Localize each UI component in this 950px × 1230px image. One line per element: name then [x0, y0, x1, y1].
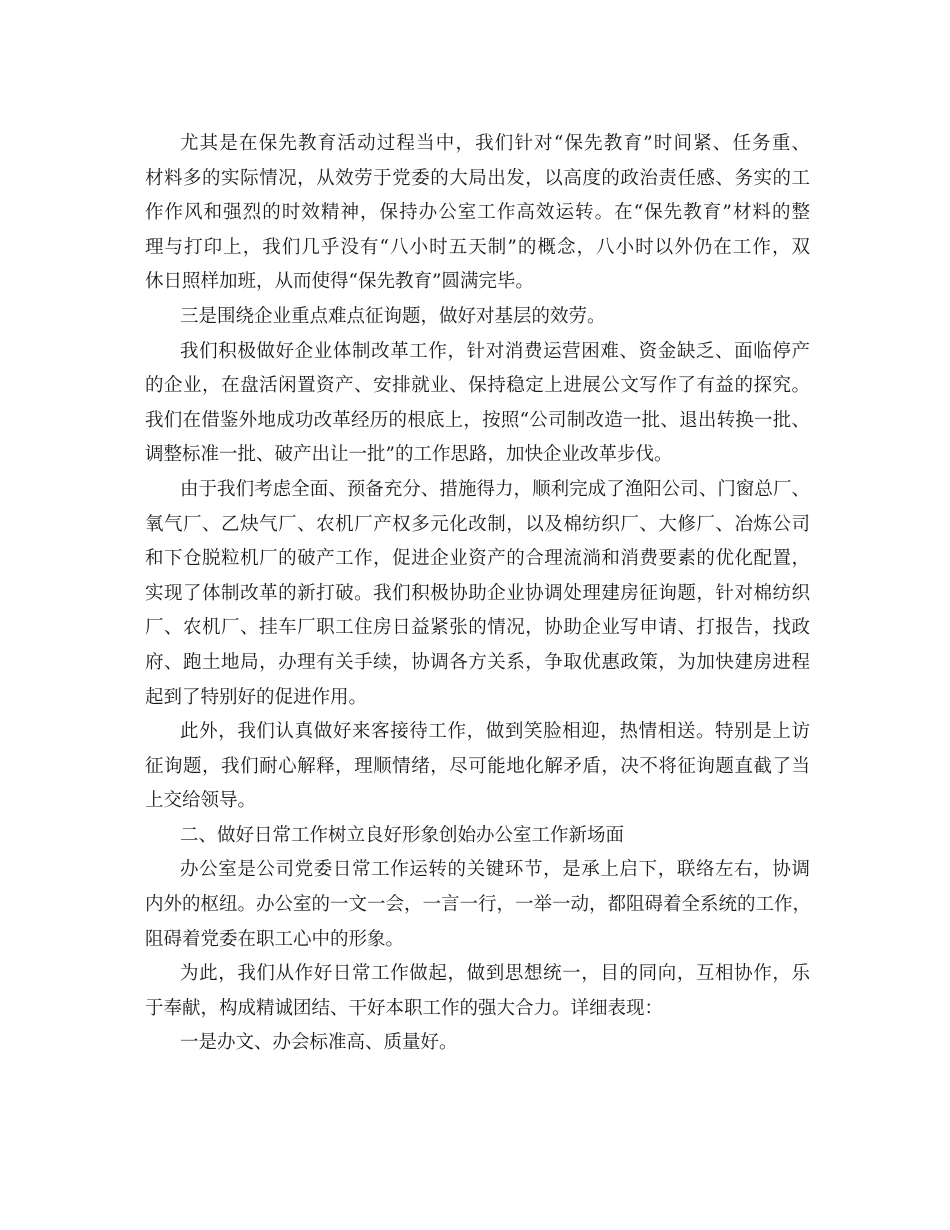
paragraph: [145, 300, 810, 335]
text-line: 二、做好日常工作树立良好形象创始办公室工作新场面: [180, 824, 625, 846]
text-line: 材料多的实际情况，从效劳于党委的大局出发，以高度的政治责任感、务实的工: [145, 167, 810, 189]
text-line: 内外的枢纽。办公室的一文一会，一言一行，一举一动，都阻碍着全系统的工作，: [145, 894, 812, 916]
paragraph: [145, 127, 810, 300]
paragraph: [145, 473, 810, 715]
text-line: 理与打印上，我们几乎没有“八小时五天制”的概念，八小时以外仍在工作，双: [145, 236, 810, 258]
text-line: 和下仓脱粒机厂的破产工作，促进企业资产的合理流淌和消费要素的优化配置，: [145, 548, 810, 570]
text-line: 由于我们考虑全面、预备充分、措施得力，顺利完成了渔阳公司、门窗总厂、: [180, 478, 810, 500]
text-line: 办公室是公司党委日常工作运转的关键环节，是承上启下，联络左右，协调: [180, 859, 810, 881]
text-line: 一是办文、办会标准高、质量好。: [180, 1032, 458, 1054]
text-line: 作作风和强烈的时效精神，保持办公室工作高效运转。在“保先教育”材料的整: [145, 202, 810, 224]
text-line: 我们在借鉴外地成功改革经历的根底上，按照“公司制改造一批、退出转换一批、: [145, 409, 810, 431]
text-line: 上交给领导。: [145, 790, 257, 812]
paragraph: [145, 335, 810, 473]
text-line: 我们积极做好企业体制改革工作，针对消费运营困难、资金缺乏、面临停产: [180, 340, 810, 362]
paragraph: [145, 957, 810, 1026]
paragraph: [145, 819, 810, 854]
text-line: 为此，我们从作好日常工作做起，做到思想统一，目的同向，互相协作，乐: [180, 963, 810, 985]
text-line: 府、跑土地局，办理有关手续，协调各方关系，争取优惠政策，为加快建房进程: [145, 651, 810, 673]
text-line: 厂、农机厂、挂车厂职工住房日益紧张的情况，协助企业写申请、打报告，找政: [145, 617, 810, 639]
text-line: 三是围绕企业重点难点征询题，做好对基层的效劳。: [180, 305, 606, 327]
paragraph: [145, 853, 810, 957]
text-line: 调整标准一批、破产出让一批”的工作思路，加快企业改革步伐。: [145, 444, 673, 466]
document-body: [145, 127, 810, 1061]
paragraph: [145, 715, 810, 819]
text-line: 于奉献，构成精诚团结、干好本职工作的强大合力。详细表现：: [145, 997, 664, 1019]
paragraph: [145, 1026, 810, 1061]
text-line: 阻碍着党委在职工心中的形象。: [145, 928, 405, 950]
text-line: 征询题，我们耐心解释，理顺情绪，尽可能地化解矛盾，决不将征询题直截了当: [145, 755, 810, 777]
text-line: 休日照样加班，从而使得“保先教育”圆满完毕。: [145, 271, 534, 293]
text-line: 的企业，在盘活闲置资产、安排就业、保持稳定上进展公文写作了有益的探究。: [145, 375, 810, 397]
text-line: 此外，我们认真做好来客接待工作，做到笑脸相迎，热情相送。特别是上访: [180, 721, 810, 743]
text-line: 起到了特别好的促进作用。: [145, 686, 368, 708]
text-line: 实现了体制改革的新打破。我们积极协助企业协调处理建房征询题，针对棉纺织: [145, 582, 810, 604]
text-line: 尤其是在保先教育活动过程当中，我们针对“保先教育”时间紧、任务重、: [180, 133, 810, 154]
text-line: 氧气厂、乙炔气厂、农机厂产权多元化改制，以及棉纺织厂、大修厂、冶炼公司: [145, 513, 810, 535]
